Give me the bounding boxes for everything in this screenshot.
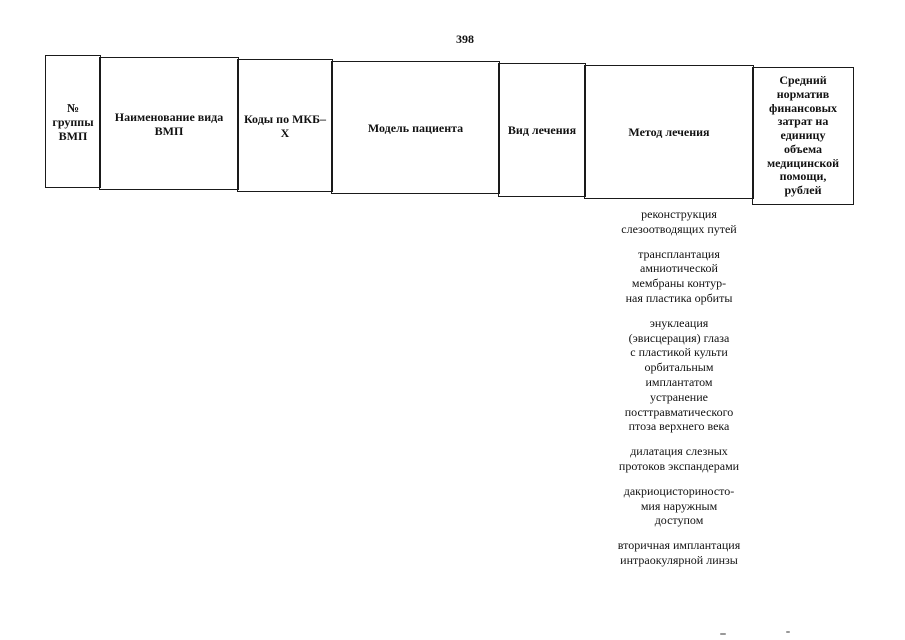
header-average-cost-text: Средний норматив финансовых затрат на единицу объема медицинской помощи, рублей	[766, 72, 840, 198]
scan-speck	[786, 631, 790, 633]
treatment-method-list	[600, 207, 758, 578]
method-entry: дакриоцисториносто- мия наружным доступом	[623, 483, 735, 528]
scan-speck	[720, 633, 726, 635]
header-group-number	[45, 55, 101, 188]
header-treatment-type	[498, 63, 586, 197]
header-average-cost	[752, 67, 854, 205]
header-patient-model	[331, 61, 500, 194]
table-header	[0, 0, 905, 220]
header-icd-codes	[237, 59, 333, 192]
header-vmp-name-text: Наименование вида ВМП	[114, 109, 224, 138]
header-vmp-name	[99, 57, 239, 190]
method-entry: дилатация слезных протоков экспандерами	[618, 444, 740, 473]
header-icd-codes-text: Коды по МКБ–X	[243, 111, 327, 140]
method-entry: трансплантация амниотической мембраны контур- ная пластика орбиты	[625, 246, 733, 305]
header-treatment-method	[584, 65, 754, 199]
method-entry: вторичная имплантация интраокулярной линзы	[617, 538, 741, 567]
header-patient-model-text: Модель пациента	[367, 120, 464, 135]
header-group-number-text: № группы ВМП	[52, 100, 94, 143]
page-number: 398	[456, 32, 474, 46]
method-entry: реконструкция слезоотводящих путей	[621, 207, 737, 236]
header-treatment-method-text: Метод лечения	[628, 125, 710, 139]
method-entry: энуклеация (эвисцерация) глаза с пластикой культи орбитальным имплантатом устранение посттравматического птоза верхнего века	[624, 315, 734, 434]
header-treatment-type-text: Вид лечения	[507, 123, 577, 137]
